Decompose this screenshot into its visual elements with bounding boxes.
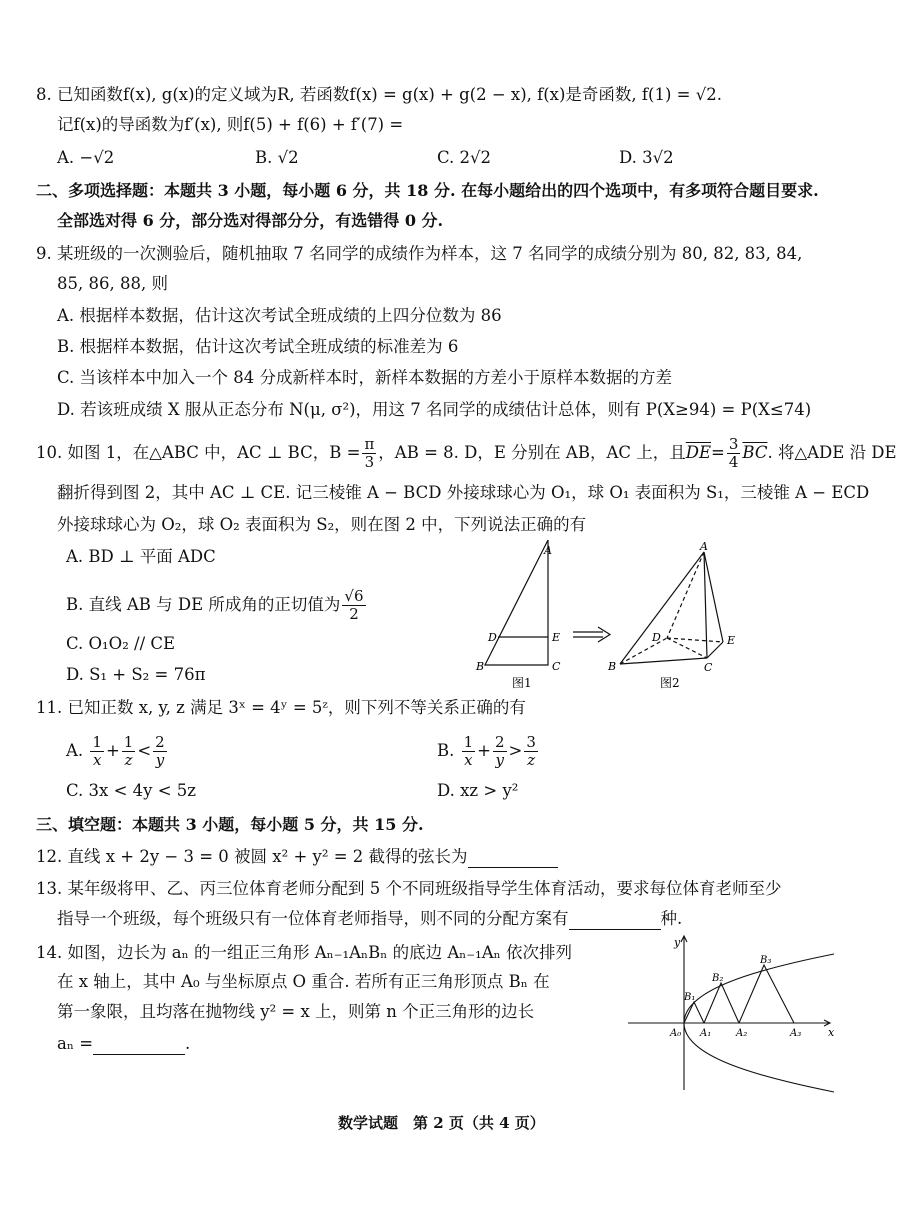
fig14-label-a3: A₃: [790, 1028, 802, 1039]
fig1-caption: 图1: [512, 676, 532, 690]
fig14-label-x: x: [828, 1026, 835, 1039]
fig2-label-c: C: [704, 661, 713, 674]
triangle-3: [739, 965, 794, 1023]
q14-stem-line2: 在 x 轴上，其中 A₀ 与坐标原点 O 重合. 若所有正三角形顶点 Bₙ 在: [57, 972, 550, 991]
vector-bc: $\overline{BC}$: [742, 443, 768, 462]
fig14-label-a1: A₁: [700, 1028, 712, 1039]
fig14-label-y: y: [674, 936, 681, 949]
q9-option-d: D. 若该班成绩 X 服从正态分布 N(μ, σ²)，用这 7 名同学的成绩估计总体，则有 P(X≥94) = P(X≤74): [57, 400, 812, 419]
q9-stem-line2: 85, 86, 88, 则: [57, 274, 168, 293]
q10-angle-fraction: $\frac{\pi}{3}$: [364, 435, 375, 471]
fig14-label-b2: B₂: [712, 973, 724, 984]
q10-optb-fraction: $\frac{√6}{2}$: [344, 587, 364, 623]
fig2-label-a: A: [700, 540, 708, 553]
q9-option-a: A. 根据样本数据，估计这次考试全班成绩的上四分位数为 86: [57, 306, 502, 325]
section2-heading-line2: 全部选对得 6 分，部分选对得部分分，有选错得 0 分.: [57, 211, 444, 230]
fig14-label-a0: A₀: [670, 1028, 682, 1039]
q11-option-a: A. $\frac{1}{x}$ + $\frac{1}{z}$ < $\frac{2}{y}$: [66, 733, 165, 769]
q9-option-c: C. 当该样本中加入一个 84 分成新样本时，新样本数据的方差小于原样本数据的方差: [57, 368, 673, 387]
q14-answer-blank[interactable]: [93, 1036, 185, 1055]
q11-option-d: D. xz > y²: [437, 781, 519, 800]
fig14-label-b1: B₁: [684, 992, 696, 1003]
fig1-label-c: C: [552, 660, 561, 673]
q10-option-d: D. S₁ + S₂ = 76π: [66, 665, 206, 684]
fig1-label-e: E: [552, 631, 561, 644]
q10-stem-line1: 10. 如图 1，在△ABC 中，AC ⊥ BC，B = $\frac{\pi}{3}$ ，AB = 8. D，E 分别在 AB，AC 上，且$\overline{DE}=$ $\frac{3}{4}$ $\overline{BC}$. 将△ADE 沿 DE: [36, 435, 897, 471]
page-footer: 数学试题 第 2 页（共 4 页）: [338, 1114, 545, 1132]
fig2-caption: 图2: [660, 676, 680, 690]
q10-ratio-fraction: $\frac{3}{4}$: [728, 435, 739, 471]
q14-stem-line3: 第一象限，且均落在抛物线 y² = x 上，则第 n 个正三角形的边长: [57, 1002, 535, 1021]
q14-stem-line1: 14. 如图，边长为 aₙ 的一组正三角形 Aₙ₋₁AₙBₙ 的底边 Aₙ₋₁Aₙ 依次排列: [36, 943, 573, 962]
q10-stem-line2: 翻折得到图 2，其中 AC ⊥ CE. 记三棱锥 A − BCD 外接球球心为 O₁，球 O₁ 表面积为 S₁，三棱锥 A − ECD: [57, 483, 870, 502]
figure-1-triangle: [485, 540, 548, 665]
q10-option-b: B. 直线 AB 与 DE 所成角的正切值为 $\frac{√6}{2}$: [66, 587, 364, 623]
q10-stem-line3: 外接球球心为 O₂，球 O₂ 表面积为 S₂，则在图 2 中，下列说法正确的有: [57, 515, 587, 534]
q9-option-b: B. 根据样本数据，估计这次考试全班成绩的标准差为 6: [57, 337, 459, 356]
q14-stem-line4: aₙ = .: [57, 1034, 191, 1053]
fig1-label-d: D: [488, 631, 497, 644]
fig2-label-d: D: [652, 631, 661, 644]
fig2-label-e: E: [727, 634, 736, 647]
q8-stem-line2: 记f(x)的导函数为f′(x), 则f(5) + f(6) + f′(7) =: [57, 115, 404, 134]
q9-stem-line1: 9. 某班级的一次测验后，随机抽取 7 名同学的成绩作为样本，这 7 名同学的成绩分别为 80, 82, 83, 84,: [36, 244, 803, 263]
section3-heading: 三、填空题：本题共 3 小题，每小题 5 分，共 15 分.: [36, 815, 424, 834]
fig1-label-b: B: [476, 660, 485, 673]
q10-option-a: A. BD ⊥ 平面 ADC: [66, 547, 216, 566]
q13-stem-line1: 13. 某年级将甲、乙、丙三位体育老师分配到 5 个不同班级指导学生体育活动，要求每位体育老师至少: [36, 879, 782, 898]
q8-option-a: A. −√2: [57, 148, 115, 167]
fig1-label-a: A: [544, 544, 552, 557]
q11-option-c: C. 3x < 4y < 5z: [66, 781, 196, 800]
q12-stem: 12. 直线 x + 2y − 3 = 0 被圆 x² + y² = 2 截得的弦长为: [36, 846, 558, 868]
q10-figures: [470, 540, 760, 695]
section2-heading-line1: 二、多项选择题：本题共 3 小题，每小题 6 分，共 18 分. 在每小题给出的四个选项中，有多项符合题目要求.: [36, 181, 819, 200]
q8-stem-line1: 8. 已知函数f(x), g(x)的定义域为R, 若函数f(x) = g(x) + g(2 − x), f(x)是奇函数, f(1) = √2.: [36, 85, 722, 104]
fig14-label-a2: A₂: [736, 1028, 748, 1039]
q13-answer-blank[interactable]: [569, 911, 661, 930]
triangle-2: [704, 983, 739, 1023]
q11-option-b: B. $\frac{1}{x}$ + $\frac{2}{y}$ > $\frac{3}{z}$: [437, 733, 536, 769]
fig2-label-b: B: [608, 660, 617, 673]
q8-option-b: B. √2: [255, 148, 299, 167]
q8-option-d: D. 3√2: [619, 148, 674, 167]
figure-2-pyramid: [620, 552, 723, 664]
q10-option-c: C. O₁O₂ // CE: [66, 634, 176, 653]
vector-de: $\overline{DE}$: [685, 443, 712, 462]
q11-stem: 11. 已知正数 x, y, z 满足 3ˣ = 4ʸ = 5ᶻ，则下列不等关系正确的有: [36, 698, 526, 717]
q14-parabola-figure: [624, 930, 842, 1095]
fig14-label-b3: B₃: [760, 955, 772, 966]
q12-answer-blank[interactable]: [468, 849, 558, 868]
q13-stem-line2: 指导一个班级，每个班级只有一位体育老师指导，则不同的分配方案有 种.: [57, 909, 683, 928]
q8-option-c: C. 2√2: [437, 148, 492, 167]
arrow-icon: [573, 627, 610, 642]
